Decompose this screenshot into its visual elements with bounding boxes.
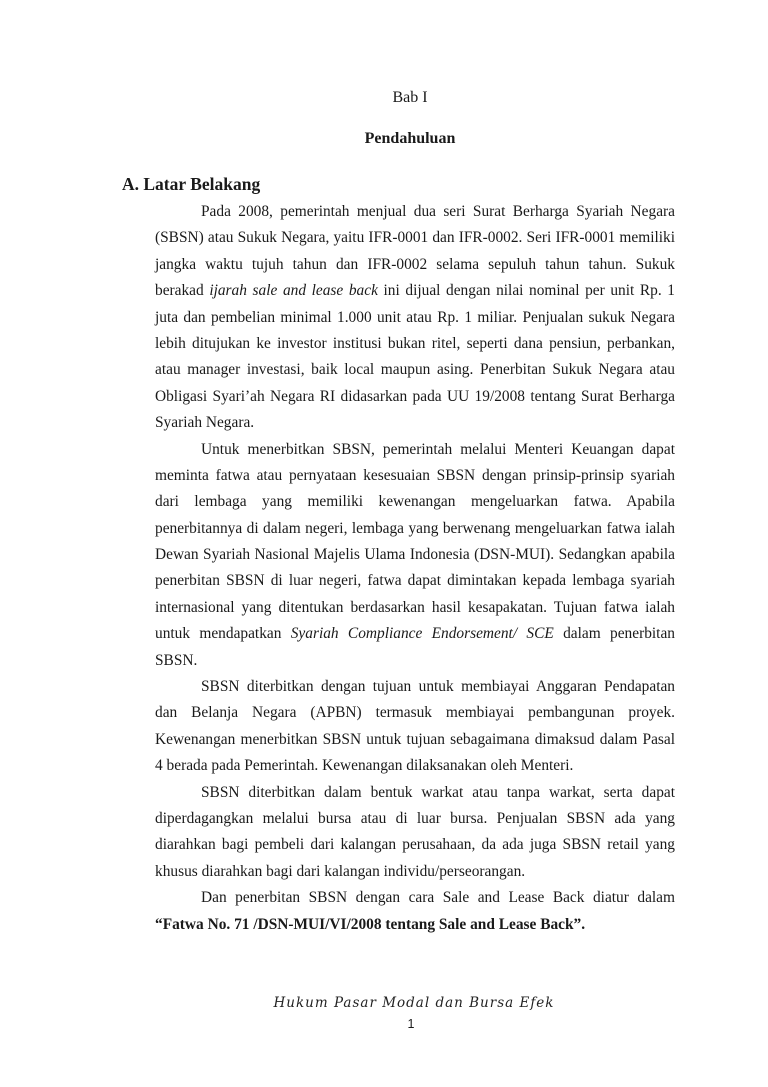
text-line: internasional yang ditentukan berdasarkan hasil kesapakatan. Tujuan fatwa ialah (155, 598, 675, 616)
text-line: khusus diarahkan bagi dari kalangan individu/perseorangan. (155, 862, 526, 880)
italic-term: ijarah sale and lease back (209, 282, 378, 300)
text-line: penerbitan SBSN di luar negeri, fatwa dapat dimintakan kepada lembaga syariah (155, 572, 675, 590)
text-line: (SBSN) atau Sukuk Negara, yaitu IFR-0001 dan IFR-0002. Seri IFR-0001 memiliki (155, 229, 675, 247)
page-number: 1 (407, 1017, 415, 1031)
text-run: dalam penerbitan (553, 625, 675, 643)
text-line: Untuk menerbitkan SBSN, pemerintah melalui Menteri Keuangan dapat (201, 440, 675, 458)
body-text (155, 199, 675, 938)
chapter-number: Bab I (392, 89, 428, 106)
text-run: berakad (155, 282, 210, 300)
text-line: SBSN. (155, 651, 198, 669)
text-line: dan Belanja Negara (APBN) termasuk membiayai pembangunan proyek. (155, 704, 675, 722)
text-run: ini dijual dengan nilai nominal per unit Rp. 1 (377, 282, 675, 300)
text-line: Kewenangan menerbitkan SBSN untuk tujuan sebagaimana dimaksud dalam Pasal (155, 730, 675, 748)
text-line: Dan penerbitan SBSN dengan cara Sale and Lease Back diatur dalam (201, 889, 675, 907)
text-line: Pada 2008, pemerintah menjual dua seri Surat Berharga Syariah Negara (201, 203, 675, 220)
chapter-title: Pendahuluan (364, 130, 456, 147)
text-line: penerbitannya di dalam negeri, lembaga yang berwenang mengeluarkan fatwa ialah (155, 519, 675, 537)
text-line: dari lembaga yang memiliki kewenangan mengeluarkan fatwa. Apabila (155, 493, 675, 511)
text-line (155, 278, 675, 304)
text-line: atau manager investasi, baik local maupun asing. Penerbitan Sukuk Negara atau (155, 361, 675, 379)
text-line: Dewan Syariah Nasional Majelis Ulama Indonesia (DSN-MUI). Sedangkan apabila (155, 546, 675, 564)
text-line: Obligasi Syari’ah Negara RI didasarkan pada UU 19/2008 tentang Surat Berharga (155, 387, 675, 405)
text-line: lebih ditujukan ke investor institusi bukan ritel, seperti dana pensiun, perbankan, (155, 334, 675, 352)
text-line: SBSN diterbitkan dalam bentuk warkat atau tanpa warkat, serta dapat (201, 783, 675, 801)
italic-term: Syariah Compliance Endorsement/ SCE (290, 625, 554, 643)
text-line: SBSN diterbitkan dengan tujuan untuk membiayai Anggaran Pendapatan (201, 678, 675, 696)
section-heading: A. Latar Belakang (122, 174, 261, 194)
text-line: juta dan pembelian minimal 1.000 unit atau Rp. 1 miliar. Penjualan sukuk Negara (155, 308, 675, 326)
text-line: 4 berada pada Pemerintah. Kewenangan dilaksanakan oleh Menteri. (155, 757, 574, 775)
text-line: diperdagangkan melalui bursa atau di luar bursa. Penjualan SBSN ada yang (155, 809, 675, 827)
text-line: meminta fatwa atau pernyataan kesesuaian SBSN dengan prinsip-prinsip syariah (155, 466, 675, 484)
footer-book-title: Hukum Pasar Modal dan Bursa Efek (273, 995, 555, 1011)
text-line: Syariah Negara. (155, 414, 255, 432)
text-line: jangka waktu tujuh tahun dan IFR-0002 selama sepuluh tahun tahun. Sukuk (155, 255, 675, 273)
fatwa-reference: “Fatwa No. 71 /DSN-MUI/VI/2008 tentang Sale and Lease Back”. (155, 915, 586, 933)
text-run: untuk mendapatkan (155, 625, 291, 643)
text-line: diarahkan bagi pembeli dari kalangan perusahaan, da ada juga SBSN retail yang (155, 836, 675, 854)
text-line (155, 621, 675, 647)
